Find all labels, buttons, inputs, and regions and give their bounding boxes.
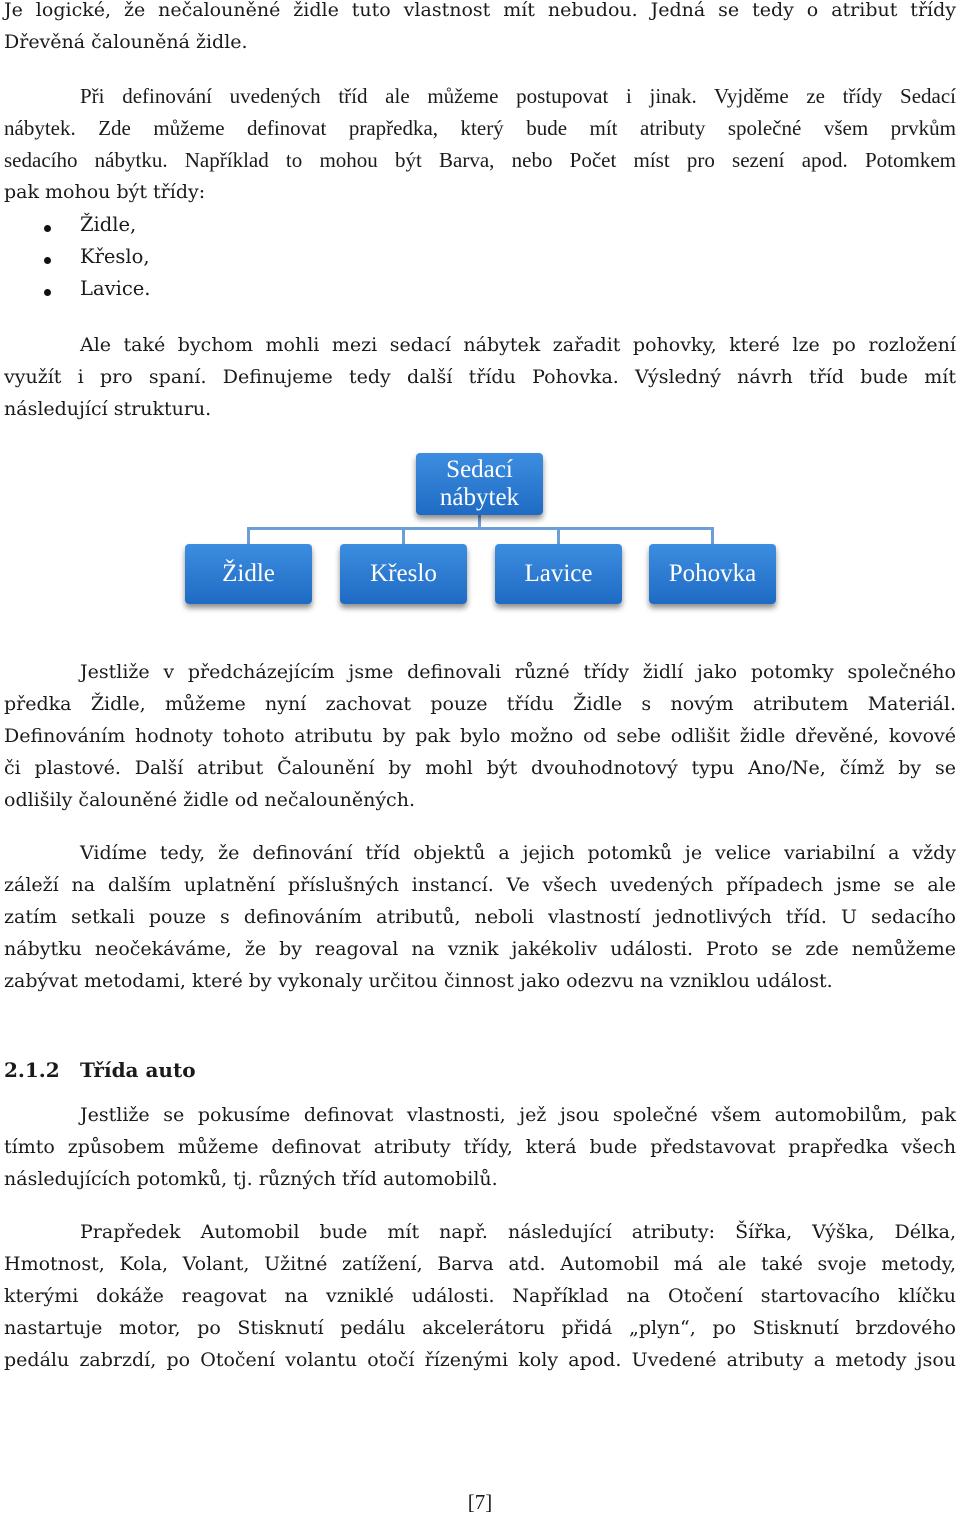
- bullet-icon: [44, 225, 51, 232]
- text-line: Ale také bychom mohli mezi sedací nábytek zařadit pohovky, které lze po rozložení: [80, 334, 956, 356]
- connector-line: [557, 527, 560, 544]
- connector-line: [402, 527, 405, 544]
- text-line: Dřevěná čalouněná židle.: [4, 31, 248, 53]
- text-line: nastartuje motor, po Stisknutí pedálu akcelerátoru přidá „plyn“, po Stisknutí brzdového: [4, 1317, 956, 1339]
- text-line: pedálu zabrzdí, po Otočení volantu otočí řízenými koly apod. Uvedené atributy a metody jsou: [4, 1349, 956, 1371]
- text-line: Hmotnost, Kola, Volant, Užitné zatížení, Barva atd. Automobil má ale také svoje metody,: [4, 1253, 956, 1275]
- text-line: Je logické, že nečalouněné židle tuto vlastnost mít nebudou. Jedná se tedy o atribut třídy: [4, 0, 956, 21]
- text-line: nábytku neočekáváme, že by reagoval na vznik jakékoliv události. Proto se zde nemůžeme: [4, 938, 956, 960]
- text-line: kterými dokáže reagovat na vzniklé události. Například na Otočení startovacího klíčku: [4, 1285, 956, 1307]
- section-title: Třída auto: [80, 1058, 196, 1082]
- text-line: Při definování uvedených tříd ale můžeme postupovat i jinak. Vyjděme ze třídy Sedací: [80, 84, 956, 108]
- text-line: zabývat metodami, které by vykonaly určitou činnost jako odezvu na vzniklou událost.: [4, 970, 833, 992]
- bullet-icon: [44, 257, 51, 264]
- text-line: zatím setkali pouze s definováním atributů, neboli vlastností jednotlivých tříd. U sedacího: [4, 906, 956, 928]
- text-line: Vidíme tedy, že definování tříd objektů a jejich potomků je velice variabilní a vždy: [80, 842, 956, 864]
- text-line: pak mohou být třídy:: [4, 181, 206, 203]
- diagram-node-kreslo: Křeslo: [340, 544, 467, 604]
- text-line: využít i pro spaní. Definujeme tedy další třídu Pohovka. Výsledný návrh tříd bude mít: [4, 366, 956, 388]
- connector-line: [247, 527, 250, 544]
- page-number: [7]: [467, 1490, 493, 1514]
- diagram-node-zidle: Židle: [185, 544, 312, 604]
- text-line: nábytek. Zde můžeme definovat prapředka, který bude mít atributy společné všem prvkům: [4, 116, 956, 140]
- diagram-node-pohovka: Pohovka: [649, 544, 776, 604]
- text-line: Jestliže se pokusíme definovat vlastnosti, jež jsou společné všem automobilům, pak: [80, 1104, 956, 1126]
- text-line: Definováním hodnoty tohoto atributu by pak bylo možno od sebe odlišit židle dřevěné, kovové: [4, 725, 956, 747]
- list-item: Lavice.: [80, 277, 151, 300]
- text-line: předka Židle, můžeme nyní zachovat pouze třídu Židle s novým atributem Materiál.: [4, 693, 956, 715]
- connector-line: [247, 527, 714, 530]
- section-number: 2.1.2: [4, 1058, 60, 1082]
- connector-line: [711, 527, 714, 544]
- diagram-node-lavice: Lavice: [495, 544, 622, 604]
- text-line: sedacího nábytku. Například to mohou být Barva, nebo Počet míst pro sezení apod. Potomkem: [4, 148, 956, 172]
- text-line: záleží na dalším uplatnění příslušných instancí. Ve všech uvedených případech jsme se ale: [4, 874, 956, 896]
- text-line: Jestliže v předcházejícím jsme definovali různé třídy židlí jako potomky společného: [80, 661, 956, 683]
- text-line: Prapředek Automobil bude mít např. následující atributy: Šířka, Výška, Délka,: [80, 1221, 956, 1243]
- list-item: Židle,: [80, 213, 137, 236]
- text-line: tímto způsobem můžeme definovat atributy třídy, která bude představovat prapředka všech: [4, 1136, 956, 1158]
- list-item: Křeslo,: [80, 245, 150, 268]
- text-line: následujících potomků, tj. různých tříd automobilů.: [4, 1168, 498, 1190]
- text-line: odlišily čalouněné židle od nečalouněných.: [4, 789, 415, 811]
- text-line: následující strukturu.: [4, 398, 212, 420]
- text-line: či plastové. Další atribut Čalounění by mohl být dvouhodnotový typu Ano/Ne, čímž by se: [4, 757, 956, 779]
- diagram-root-node: Sedací nábytek: [416, 453, 543, 515]
- bullet-icon: [44, 289, 51, 296]
